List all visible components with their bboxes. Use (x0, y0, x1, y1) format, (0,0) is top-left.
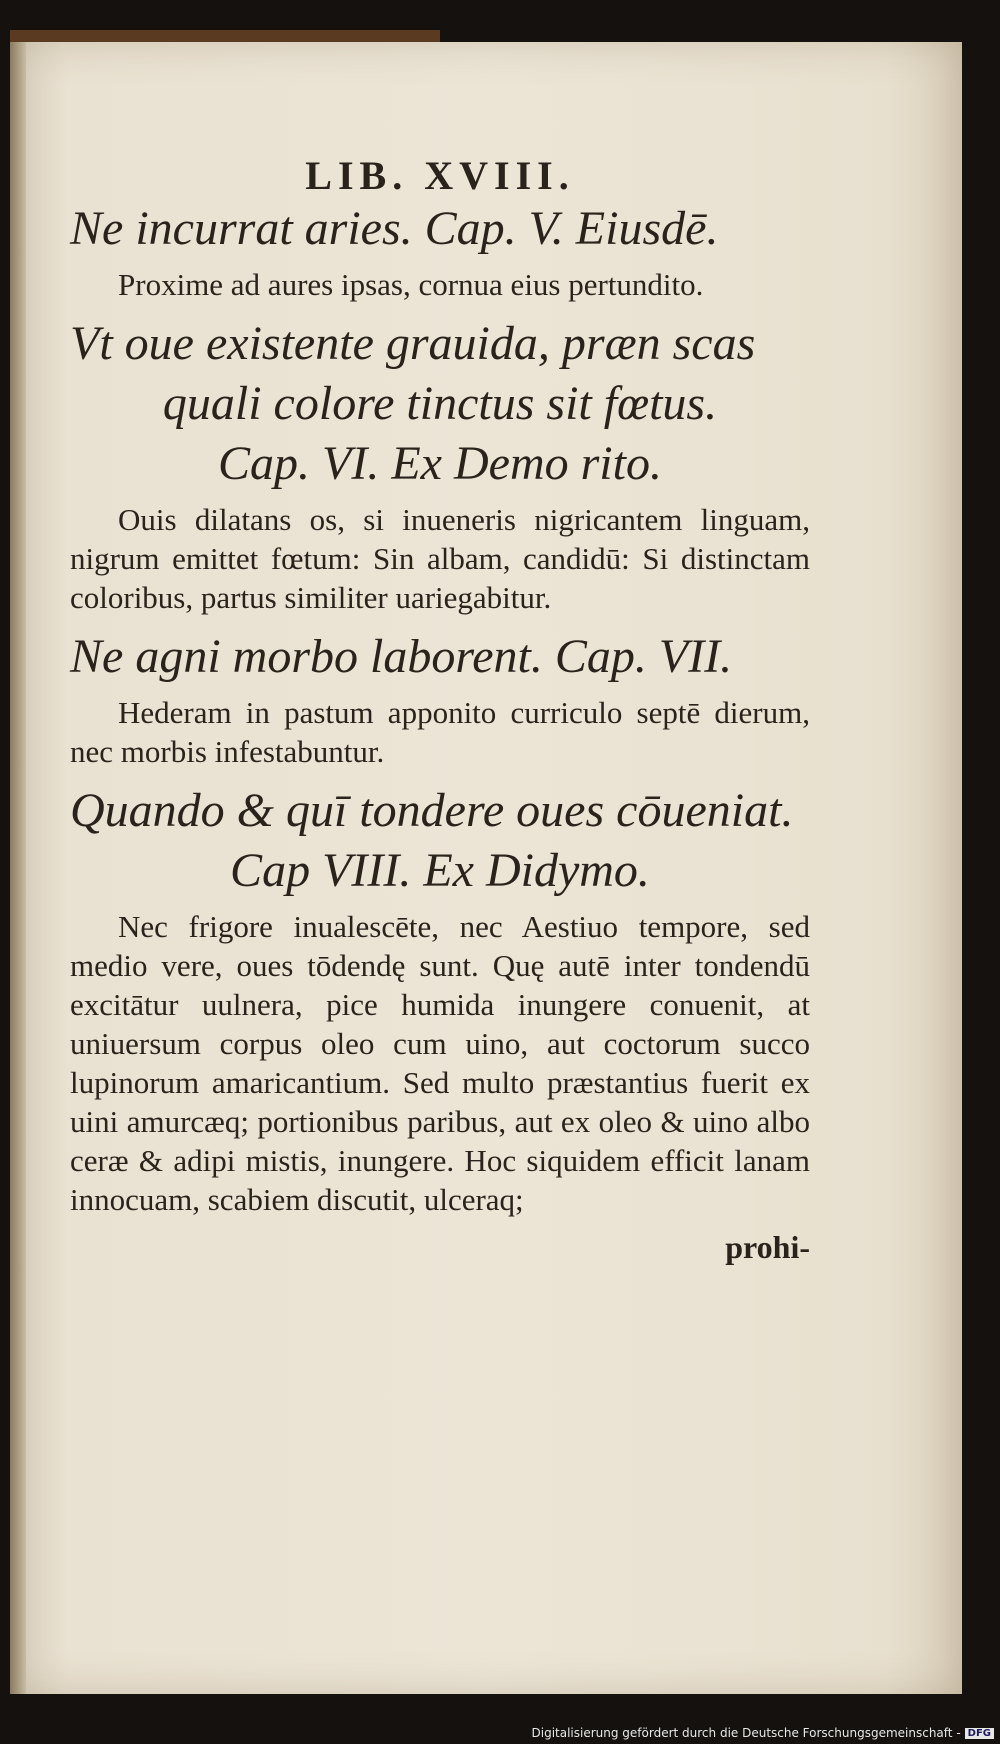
page-content (70, 112, 810, 1266)
chapter-6 (70, 314, 810, 617)
chapter-text: Proxime ad aures ipsas, cornua eius pertundito. (118, 267, 704, 302)
chapter-7 (70, 627, 810, 771)
chapter-heading: Quando & quī tondere oues cōueniat. (70, 784, 794, 837)
catchword: prohi- (725, 1229, 810, 1265)
chapter-heading: Vt oue existente grauida, præn scas (70, 317, 756, 370)
chapter-text: Nec frigore inualescēte, nec Aestiuo tempore, sed medio vere, oues tōdendę sunt. Quę autē inter tondendū excitātur uulnera, pice humida inungere conuenit, at uniuersum corpus oleo cum uino, aut coctorum succo lupinorum amaricantium. Sed multo præstantius fuerit ex uini amurcæq; portionibus paribus, aut ex oleo & uino albo ceræ & adipi mistis, inungere. Hoc siquidem efficit lanam innocuam, scabiem discutit, ulceraq; (70, 909, 810, 1217)
chapter-8 (70, 781, 810, 1219)
dfg-logo-icon: DFG (965, 1728, 994, 1739)
chapter-heading: Cap. VI. Ex Demo rito. (218, 437, 662, 490)
chapter-5 (70, 199, 810, 304)
running-head: LIB. XVIII. (305, 153, 575, 198)
credit-text: Digitalisierung gefördert durch die Deutsche Forschungsgemeinschaft - (531, 1726, 961, 1740)
digitization-credit (532, 1726, 995, 1740)
chapter-heading: Ne incurrat aries. Cap. V. Eiusdē. (70, 202, 719, 255)
chapter-heading: quali colore tinctus sit fœtus. (162, 377, 718, 430)
chapter-text: Hederam in pastum apponito curriculo septē dierum, nec morbis infestabuntur. (70, 695, 810, 769)
chapter-text: Ouis dilatans os, si inueneris nigricantem linguam, nigrum emittet fœtum: Sin albam, candidū: Si distinctam coloribus, partus similiter uariegabitur. (70, 502, 810, 615)
page-gutter (10, 42, 26, 1694)
chapter-heading: Cap VIII. Ex Didymo. (230, 844, 650, 897)
book-page (10, 42, 962, 1694)
chapter-heading: Ne agni morbo laborent. Cap. VII. (70, 630, 733, 683)
